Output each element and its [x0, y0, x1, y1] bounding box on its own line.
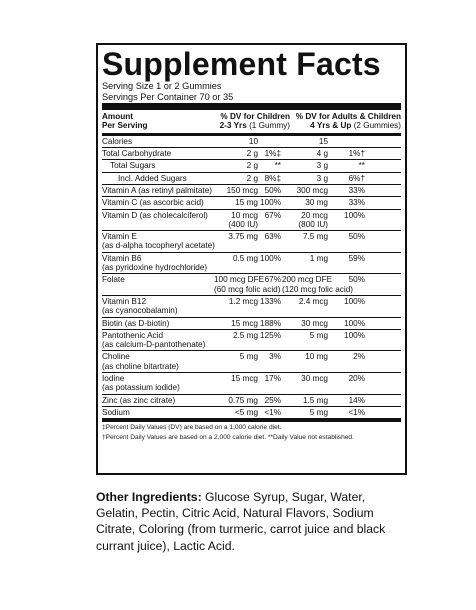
adult-dv-line: 1%† — [348, 149, 365, 159]
child-amount-line: 10 mcg — [231, 210, 258, 220]
adult-dv-line: 100% — [344, 330, 365, 340]
child-dv-line: 100% — [260, 198, 281, 208]
nutrient-name-line: (as d-alpha tocopheryl acetate) — [102, 241, 215, 251]
nutrient-name-line: Vitamin E — [102, 232, 137, 242]
table-row — [102, 160, 401, 172]
table-row — [102, 231, 401, 253]
child-amount-line: (60 mcg folic acid) — [214, 284, 281, 294]
adult-age-label: 4 Yrs & Up — [310, 121, 352, 131]
adult-amount-line: (800 IU) — [298, 219, 328, 229]
child-dv-line: 67% — [264, 275, 281, 285]
nutrient-name-line: Vitamin A (as retinyl palmitate) — [102, 186, 212, 195]
table-row — [102, 296, 401, 318]
child-dv — [258, 198, 282, 207]
nutrient-name — [102, 352, 214, 371]
adult-dv — [328, 232, 365, 251]
adult-amount — [282, 174, 328, 183]
adult-dv-line: 50% — [348, 275, 365, 285]
child-amount — [214, 254, 258, 273]
child-dv — [258, 161, 282, 170]
table-row — [102, 173, 401, 185]
nutrient-rows — [102, 136, 401, 422]
adult-amount-line: 3 g — [316, 173, 328, 183]
adult-dv-line: 33% — [348, 186, 365, 195]
footnote-2: †Percent Daily Values are based on a 2,000 calorie diet. **Daily Value not established. — [102, 433, 354, 441]
other-ingredients-label: Other Ingredients: — [96, 490, 202, 504]
child-dv — [258, 352, 282, 371]
adult-dv-line: 59% — [348, 253, 365, 263]
adult-amount — [282, 275, 353, 294]
child-amount-line: 150 mcg — [226, 186, 258, 195]
adult-dv — [328, 374, 365, 393]
nutrient-name — [102, 297, 214, 316]
adult-amount — [282, 211, 328, 230]
divider-thick — [102, 103, 401, 110]
adult-amount-line: 1.5 mg — [302, 395, 328, 405]
nutrient-name — [102, 211, 214, 230]
table-row — [102, 330, 401, 352]
child-amount — [214, 198, 258, 207]
child-dv — [258, 232, 282, 251]
table-row — [102, 148, 401, 160]
nutrient-name — [102, 174, 214, 183]
amount-header — [102, 112, 218, 131]
nutrient-name-line: (as potassium iodide) — [102, 383, 180, 393]
adult-dv-line: 100% — [344, 210, 365, 220]
child-dv — [258, 137, 282, 146]
nutrient-name-line: Vitamin B12 — [102, 296, 146, 306]
child-dv — [258, 211, 282, 230]
nutrient-name-line: Biotin (as D-biotin) — [102, 318, 170, 328]
adult-amount — [282, 396, 328, 405]
table-row — [102, 351, 401, 373]
adult-amount — [282, 374, 328, 393]
nutrient-name-line: Calories — [102, 136, 133, 146]
nutrient-name — [102, 408, 214, 417]
nutrient-name-line: Vitamin B6 — [102, 253, 142, 263]
adult-amount-line: 15 — [318, 136, 328, 146]
adult-dv — [328, 174, 365, 183]
adult-amount-line: 20 mcg — [301, 210, 328, 220]
nutrient-name-line: Vitamin D (as cholecalciferol) — [102, 210, 208, 220]
child-dv — [258, 297, 282, 316]
adult-amount-line: 4 g — [316, 149, 328, 159]
adult-amount — [282, 254, 328, 273]
child-amount — [214, 149, 258, 158]
child-dv — [258, 396, 282, 405]
adult-dv-line: 100% — [344, 296, 365, 306]
child-amount — [214, 396, 258, 405]
panel-title: Supplement Facts — [102, 46, 381, 82]
adult-dv — [328, 319, 365, 328]
child-dv-line: 100% — [260, 253, 281, 263]
child-dv — [258, 149, 282, 158]
adult-amount-line: 1 mg — [309, 253, 328, 263]
table-row — [102, 185, 401, 197]
nutrient-name-line: Vitamin C (as ascorbic acid) — [102, 198, 204, 208]
nutrient-name-line: Choline — [102, 352, 130, 362]
serving-size: Serving Size 1 or 2 Gummies — [102, 81, 222, 91]
nutrient-name — [102, 137, 214, 146]
nutrient-name — [102, 319, 214, 328]
child-amount — [214, 137, 258, 146]
child-amount-line: 5 mg — [239, 352, 258, 362]
adult-dv — [328, 331, 365, 350]
adult-dv — [328, 186, 365, 195]
child-dv — [258, 275, 282, 294]
children-dv-header — [218, 112, 294, 131]
child-amount-line: 1.2 mcg — [228, 296, 258, 306]
table-row — [102, 407, 401, 422]
adult-amount — [282, 137, 328, 146]
adult-amount — [282, 149, 328, 158]
child-amount — [214, 408, 258, 417]
child-amount-line: 3.75 mg — [228, 232, 258, 242]
adult-dv — [328, 297, 365, 316]
adult-amount-line: 2.4 mcg — [298, 296, 328, 306]
nutrient-name — [102, 275, 214, 294]
adult-amount — [282, 161, 328, 170]
nutrient-name-line: (as calcium-D-pantothenate) — [102, 340, 206, 350]
child-amount-line: 0.5 mg — [232, 253, 258, 263]
table-row — [102, 210, 401, 232]
adult-dv — [328, 275, 365, 294]
child-dv-line: 63% — [264, 232, 281, 242]
adult-amount — [282, 352, 328, 371]
table-row — [102, 395, 401, 407]
child-dv — [258, 331, 282, 350]
adult-dv — [328, 161, 365, 170]
child-amount-line: 100 mcg DFE — [214, 275, 265, 285]
child-amount — [214, 374, 258, 393]
child-dv-line: 3% — [269, 352, 281, 362]
child-amount — [214, 331, 258, 350]
child-amount — [214, 174, 258, 183]
child-dv — [258, 319, 282, 328]
child-amount-line: 15 mg — [235, 198, 258, 208]
child-amount-line: 2 g — [246, 161, 258, 171]
table-row — [102, 136, 401, 148]
adult-dv — [328, 149, 365, 158]
servings-per-container: Servings Per Container 70 or 35 — [102, 91, 234, 102]
nutrient-name — [102, 232, 214, 251]
adult-dv-line: 6%† — [348, 173, 365, 183]
adult-dv-line: 33% — [348, 198, 365, 208]
adult-amount-line: 30 mcg — [301, 374, 328, 384]
adult-amount-line: 7.5 mg — [302, 232, 328, 242]
child-dv-line: 25% — [264, 395, 281, 405]
child-dv-line: 17% — [264, 374, 281, 384]
adult-amount — [282, 186, 328, 195]
table-row — [102, 274, 401, 296]
child-amount — [214, 297, 258, 316]
adult-dv-line: <1% — [348, 407, 365, 417]
adult-dv-header — [294, 112, 401, 131]
other-ingredients-text: Glucose Syrup, Sugar, Water, Gelatin, Pectin, Citric Acid, Natural Flavors, Sodium Citrate, Coloring (from turmeric, carrot juice and black currant juice), Lactic Acid. — [96, 490, 386, 553]
nutrient-name — [102, 198, 214, 207]
adult-dv — [328, 211, 365, 230]
supplement-facts-panel — [96, 43, 407, 475]
children-age-label: 2-3 Yrs — [219, 121, 247, 131]
child-amount-line: 10 — [248, 136, 258, 146]
nutrient-name-line: Incl. Added Sugars — [118, 173, 187, 183]
child-dv-line: <1% — [264, 407, 281, 417]
child-dv-line: 50% — [264, 186, 281, 195]
nutrient-name-line: Iodine — [102, 374, 125, 384]
nutrient-name — [102, 254, 214, 273]
child-dv-line: 133% — [260, 296, 281, 306]
child-amount-line: 15 mcg — [231, 318, 258, 328]
child-amount-line: 2 g — [246, 149, 258, 159]
table-row — [102, 373, 401, 395]
nutrient-name — [102, 186, 214, 195]
nutrient-name — [102, 331, 214, 350]
table-row — [102, 318, 401, 330]
adult-amount-line: (120 mcg folic acid) — [282, 284, 353, 294]
adult-dv — [328, 137, 365, 146]
adult-amount — [282, 232, 328, 251]
child-amount — [214, 211, 258, 230]
adult-amount — [282, 408, 328, 417]
nutrient-name-line: Sodium — [102, 407, 130, 417]
child-amount-line: (400 IU) — [228, 219, 258, 229]
adult-dv-line: 50% — [348, 232, 365, 242]
child-amount — [214, 232, 258, 251]
child-amount — [214, 186, 258, 195]
nutrient-name-line: Total Sugars — [110, 161, 156, 171]
adult-amount-line: 3 g — [316, 161, 328, 171]
adult-dv — [328, 254, 365, 273]
nutrient-name-line: Pantothenic Acid — [102, 330, 163, 340]
child-amount — [214, 352, 258, 371]
table-header — [102, 110, 401, 133]
adult-amount-line: 5 mg — [309, 407, 328, 417]
adult-amount-line: 200 mcg DFE — [282, 275, 333, 285]
child-amount — [214, 161, 258, 170]
child-dv — [258, 186, 282, 195]
child-dv-line: 188% — [260, 318, 281, 328]
adult-serving-label: (2 Gummies) — [353, 121, 401, 131]
nutrient-name — [102, 396, 214, 405]
table-row — [102, 253, 401, 275]
adult-dv-label: % DV for Adults & Children — [295, 112, 401, 121]
child-amount-line: 2 g — [246, 173, 258, 183]
child-dv-line: 8%‡ — [264, 173, 281, 183]
adult-amount — [282, 198, 328, 207]
adult-amount-line: 5 mg — [309, 330, 328, 340]
amount-label: Amount — [102, 112, 133, 121]
nutrient-name-line: (as choline bitartrate) — [102, 361, 179, 371]
children-serving-label: (1 Gummy) — [249, 121, 290, 131]
adult-dv-line: ** — [358, 161, 365, 171]
children-dv-label: % DV for Children — [220, 112, 290, 121]
nutrient-name-line: Folate — [102, 275, 125, 285]
nutrient-name-line: (as pyridoxine hydrochloride) — [102, 263, 208, 273]
adult-amount-line: 30 mcg — [301, 318, 328, 328]
adult-amount — [282, 297, 328, 316]
child-amount-line: 2.5 mg — [232, 330, 258, 340]
adult-amount-line: 10 mg — [305, 352, 328, 362]
child-dv-line: 67% — [264, 210, 281, 220]
footnote-1: ‡Percent Daily Values (DV) are based on a 1,000 calorie diet. — [102, 424, 282, 432]
adult-dv — [328, 198, 365, 207]
adult-amount-line: 30 mg — [305, 198, 328, 208]
child-amount-line: <5 mg — [235, 407, 258, 417]
child-amount-line: 0.75 mg — [228, 395, 258, 405]
adult-dv-line: 2% — [353, 352, 365, 362]
nutrient-name — [102, 161, 214, 170]
adult-amount — [282, 331, 328, 350]
table-row — [102, 197, 401, 209]
other-ingredients — [96, 489, 408, 554]
nutrient-name-line: Zinc (as zinc citrate) — [102, 395, 176, 405]
adult-dv — [328, 352, 365, 371]
adult-amount — [282, 319, 328, 328]
child-dv — [258, 408, 282, 417]
adult-dv — [328, 408, 365, 417]
child-dv — [258, 254, 282, 273]
adult-dv-line: 100% — [344, 318, 365, 328]
child-dv — [258, 374, 282, 393]
per-serving-label: Per Serving — [102, 121, 148, 131]
adult-dv-line: 14% — [348, 395, 365, 405]
child-dv-line: 1%‡ — [264, 149, 281, 159]
adult-dv-line: 20% — [348, 374, 365, 384]
child-dv — [258, 174, 282, 183]
child-dv-line: ** — [274, 161, 281, 171]
child-amount-line: 15 mcg — [231, 374, 258, 384]
nutrient-name — [102, 374, 214, 393]
adult-amount-line: 300 mcg — [296, 186, 328, 195]
nutrient-name-line: Total Carbohydrate — [102, 149, 172, 159]
child-amount — [214, 319, 258, 328]
child-dv-line: 125% — [260, 330, 281, 340]
nutrient-name-line: (as cyanocobalamin) — [102, 306, 178, 316]
adult-dv — [328, 396, 365, 405]
nutrient-name — [102, 149, 214, 158]
